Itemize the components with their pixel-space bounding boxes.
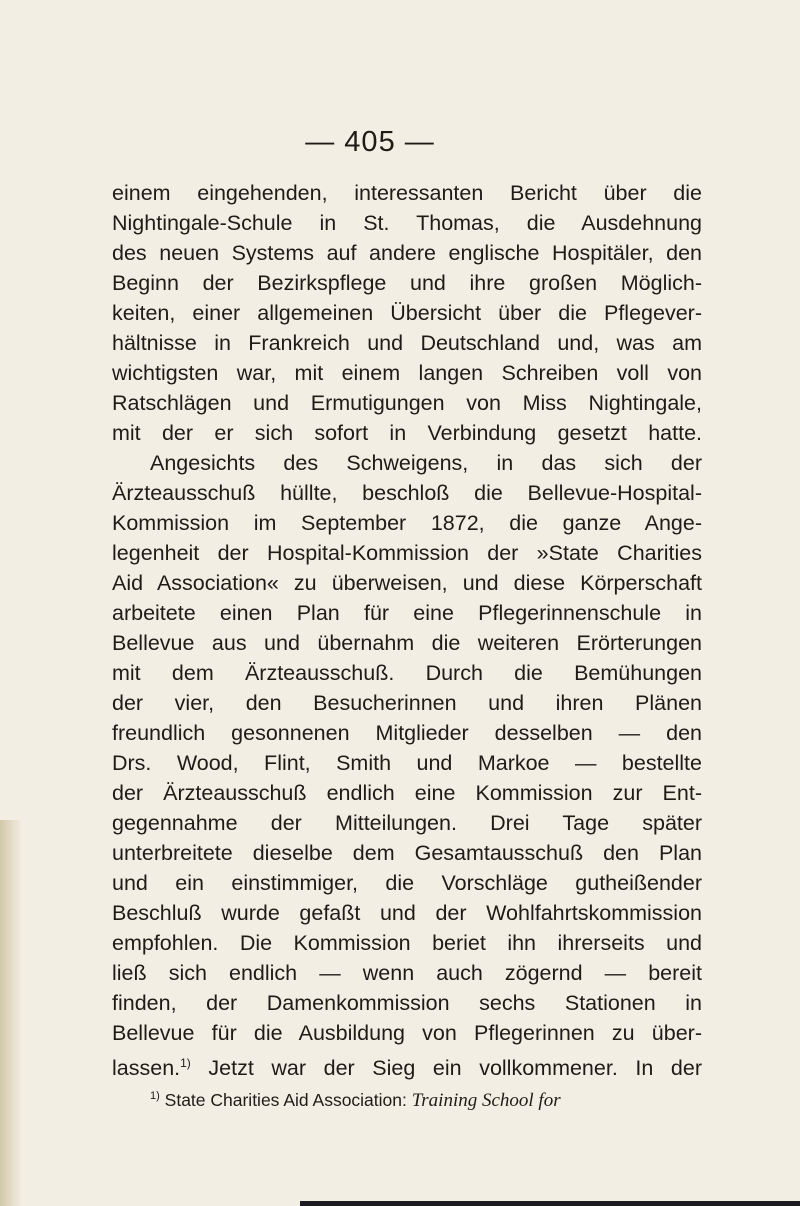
text-line: unterbreitete dieselbe dem Gesamtausschuß den Plan <box>112 841 702 865</box>
text-line: Ratschlägen und Ermutigungen von Miss Nightingale, <box>112 391 702 415</box>
text-line: der vier, den Besucherinnen und ihren Plänen <box>112 691 702 715</box>
text-line: und ein einstimmiger, die Vorschläge gutheißender <box>112 871 702 895</box>
text-line: einem eingehenden, interessanten Bericht über die <box>112 181 702 205</box>
text-line: Bellevue aus und übernahm die weiteren Erörterungen <box>112 631 702 655</box>
text-line: Beginn der Bezirkspflege und ihre großen Möglich- <box>112 271 702 295</box>
text-line: arbeitete einen Plan für eine Pflegerinnenschule in <box>112 601 702 625</box>
footnote-reference: 1) <box>180 1056 191 1070</box>
text-line: ließ sich endlich — wenn auch zögernd — bereit <box>112 961 702 985</box>
text-line: keiten, einer allgemeinen Übersicht über die Pflegever- <box>112 301 702 325</box>
text-line: Ärzteausschuß hüllte, beschloß die Bellevue-Hospital- <box>112 481 702 505</box>
text-line: gegennahme der Mitteilungen. Drei Tage später <box>112 811 702 835</box>
text-line: freundlich gesonnenen Mitglieder desselben — den <box>112 721 702 745</box>
text-line: Bellevue für die Ausbildung von Pflegerinnen zu über- <box>112 1021 702 1045</box>
page-edge <box>300 1201 800 1206</box>
text-line: mit der er sich sofort in Verbindung gesetzt hatte. <box>112 421 702 445</box>
text-line: Kommission im September 1872, die ganze Ange- <box>112 511 702 535</box>
text-line: Drs. Wood, Flint, Smith und Markoe — bestellte <box>112 751 702 775</box>
footnote <box>150 1084 561 1113</box>
text-line: legenheit der Hospital-Kommission der »State Charities <box>112 541 702 565</box>
text-line: mit dem Ärzteausschuß. Durch die Bemühungen <box>112 661 702 685</box>
text-line-with-footnote <box>112 1048 702 1083</box>
binding-shadow <box>0 820 22 1206</box>
text-line: der Ärzteausschuß endlich eine Kommission zur Ent- <box>112 781 702 805</box>
footnote-mark: 1) <box>150 1090 160 1102</box>
text-line: wichtigsten war, mit einem langen Schreiben voll von <box>112 361 702 385</box>
text-line: empfohlen. Die Kommission beriet ihn ihrerseits und <box>112 931 702 955</box>
text-line: des neuen Systems auf andere englische Hospitäler, den <box>112 241 702 265</box>
text-line: Aid Association« zu überweisen, und diese Körperschaft <box>112 571 702 595</box>
footnote-italic-title: Training School for <box>411 1089 561 1111</box>
footnote-text: State Charities Aid Association: <box>164 1089 407 1110</box>
text-fragment: Jetzt war der Sieg ein vollkommener. In der <box>208 1056 702 1081</box>
text-line: Angesichts des Schweigens, in das sich der <box>150 451 702 475</box>
text-line: finden, der Damenkommission sechs Stationen in <box>112 991 702 1015</box>
text-line: Beschluß wurde gefaßt und der Wohlfahrtskommission <box>112 901 702 925</box>
text-fragment: lassen. <box>112 1056 181 1081</box>
page-number: — 405 — <box>305 126 435 158</box>
text-line: Nightingale-Schule in St. Thomas, die Ausdehnung <box>112 211 702 235</box>
text-line: hältnisse in Frankreich und Deutschland und, was am <box>112 331 702 355</box>
